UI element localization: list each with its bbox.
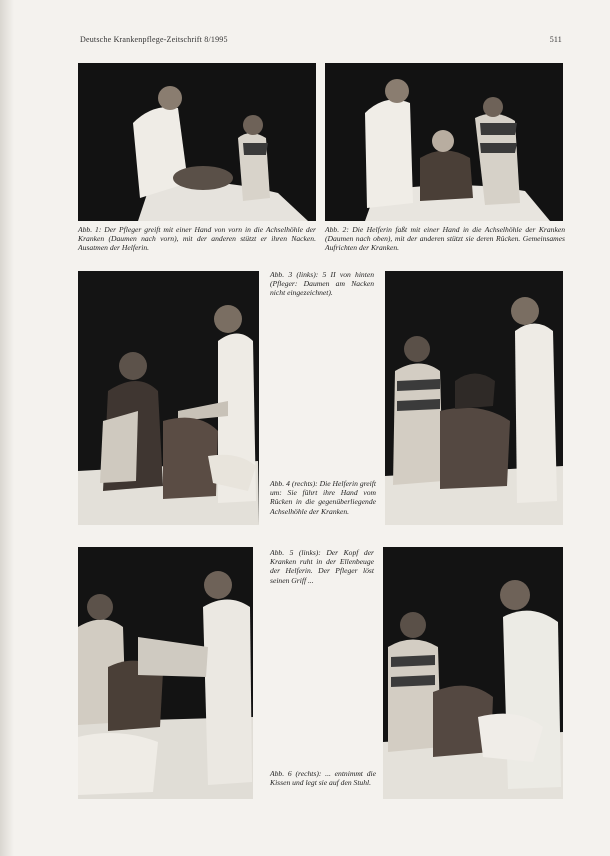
caption-abb2: Abb. 2: Die Helferin faßt mit einer Hand in die Achselhöhle der Kranken (Daumen nach oben), mit der anderen stützt sie deren Rücken. Gemeinsames Aufrichten der Kranken. <box>325 225 565 253</box>
caption-abb4: Abb. 4 (rechts): Die Helferin greift um: Sie führt ihre Hand vom Rücken in die gegenüberliegende Achselhöhle der Kranken. <box>270 479 376 516</box>
caption-abb1: Abb. 1: Der Pfleger greift mit einer Hand von vorn in die Achselhöhle der Kranken (Daumen nach vorn), mit der anderen stützt er ihren Nacken. Ausatmen der Helferin. <box>78 225 316 253</box>
photo-abb1 <box>78 63 316 221</box>
running-header: Deutsche Krankenpflege-Zeitschrift 8/1995 <box>80 35 228 44</box>
photo-abb6 <box>383 547 563 799</box>
photo-abb5 <box>78 547 253 799</box>
scan-shadow-edge <box>0 0 14 856</box>
caption-abb3: Abb. 3 (links): 5 II von hinten (Pfleger: Daumen am Nacken nicht eingezeichnet). <box>270 270 374 298</box>
page-number: 511 <box>549 35 562 44</box>
photo-abb4 <box>385 271 563 525</box>
caption-abb5: Abb. 5 (links): Der Kopf der Kranken ruht in der Ellenbeuge der Helferin. Der Pfleger löst seinen Griff ... <box>270 548 374 585</box>
photo-abb2 <box>325 63 563 221</box>
caption-abb6: Abb. 6 (rechts): ... entnimmt die Kissen und legt sie auf den Stuhl. <box>270 769 376 788</box>
photo-abb3 <box>78 271 259 525</box>
